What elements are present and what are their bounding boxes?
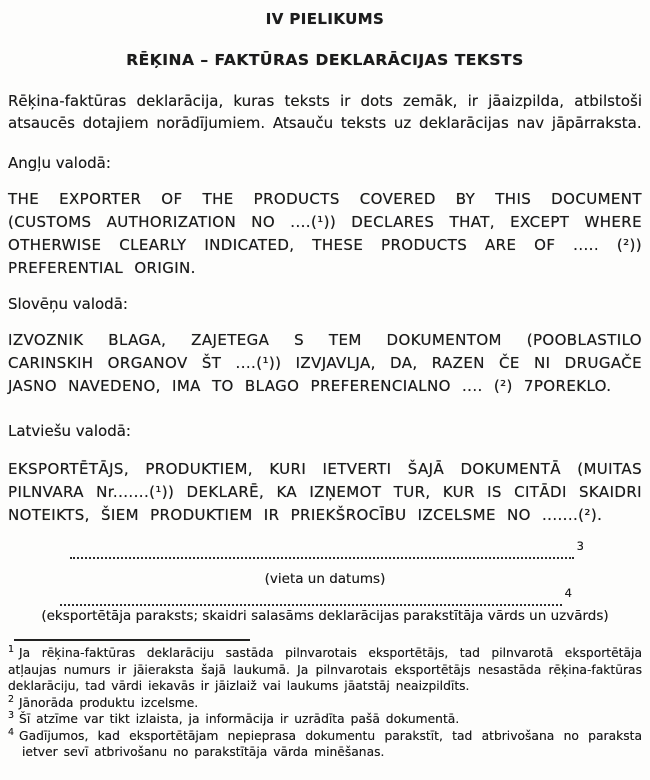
declaration-text-latvian: EKSPORTĒTĀJS, PRODUKTIEM, KURI IETVERTI ŠAJĀ DOKUMENTĀ (MUITAS PILNVARA Nr.......(¹)) DEKLARĒ, KA IZŅEMOT TUR, KUR IS CITĀDI SKAIDRI NOTEIKTS, ŠIEM PRODUKTIEM IR PRIEKŠROCĪBU IZCELSME NO .......(²). — [8, 460, 642, 524]
exporter-signature-line — [60, 586, 572, 606]
language-label-english: Angļu valodā: — [8, 154, 111, 172]
declaration-text-english: THE EXPORTER OF THE PRODUCTS COVERED BY THIS DOCUMENT (CUSTOMS AUTHORIZATION NO ....(¹)) DECLARES THAT, EXCEPT WHERE OTHERWISE CLEARLY INDICATED, THESE PRODUCTS ARE OF ..... (²)) PREFERENTIAL ORIGIN. — [8, 190, 642, 277]
footnote-4-marker: 4 — [8, 726, 15, 738]
footnote-3 — [8, 711, 642, 728]
place-date-signature-line — [70, 539, 584, 559]
footnote-ref-3: 3 — [576, 539, 584, 553]
footnote-1-text: Ja rēķina-faktūras deklarāciju sastāda pilnvarotais eksportētājs, tad pilnvarotā eksportētāja atļaujas numurs ir jāieraksta šajā laukumā. Ja pilnvarotais eksportētājs nesastāda rēķina-faktūras deklarāciju, tad vārdi iekavās ir jāizlaiž vai laukums jāatstāj neaizpildīts. — [8, 646, 642, 694]
dotted-line — [70, 554, 574, 559]
footnote-3-text: Šī atzīme var tikt izlaista, ja informācija ir uzrādīta pašā dokumentā. — [19, 712, 460, 727]
footnote-ref-4: 4 — [564, 586, 572, 600]
language-label-slovenian: Slovēņu valodā: — [8, 295, 128, 313]
intro-paragraph: Rēķina-faktūras deklarācija, kuras teksts ir dots zemāk, ir jāaizpilda, atbilstoši atsaucēs dotajiem norādījumiem. Atsauču teksts uz deklarācijas nav jāpārraksta. — [8, 92, 642, 132]
footnote-2-marker: 2 — [8, 693, 15, 705]
footnote-2-text: Jānorāda produktu izcelsme. — [19, 695, 199, 710]
footnote-3-marker: 3 — [8, 710, 15, 722]
place-date-caption: (vieta un datums) — [264, 571, 386, 587]
footnote-2 — [8, 695, 642, 712]
language-label-latvian: Latviešu valodā: — [8, 422, 131, 440]
document-title: RĒĶINA – FAKTŪRAS DEKLARĀCIJAS TEKSTS — [126, 51, 524, 69]
footnote-4 — [8, 728, 642, 761]
footnote-divider — [14, 639, 250, 641]
declaration-text-slovenian: IZVOZNIK BLAGA, ZAJETEGA S TEM DOKUMENTOM (POOBLASTILO CARINSKIH ORGANOV ŠT ....(¹)) IZVJAVLJA, DA, RAZEN ČE NI DRUGAČE JASNO NAVEDENO, IMA TO BLAGO PREFERENCIALNO .... (²) 7POREKLO. — [8, 331, 642, 395]
footnote-4-text: Gadījumos, kad eksportētājam nepieprasa dokumentu parakstīt, tad atbrivošana no paraksta ietver sevī atbrivošanu no parakstītāja vārda minēšanas. — [19, 728, 642, 760]
annex-title: IV PIELIKUMS — [265, 10, 385, 28]
footnote-1-marker: 1 — [8, 644, 15, 655]
footnote-1 — [8, 645, 642, 695]
dotted-line — [60, 601, 562, 606]
exporter-signature-caption: (eksportētāja paraksts; skaidri salasāms deklarācijas parakstītāja vārds un uzvārds) — [41, 608, 609, 624]
footnotes-section — [8, 645, 642, 761]
